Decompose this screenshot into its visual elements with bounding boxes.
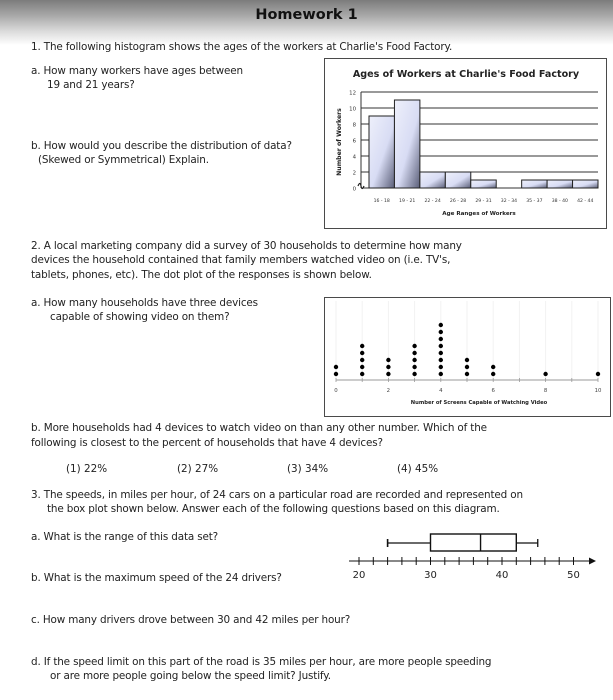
dot-plot-chart [324,297,611,417]
q1a-line2: 19 and 21 years? [47,79,135,92]
svg-text:4: 4 [439,388,443,394]
svg-text:2: 2 [352,170,356,177]
q3d-text [31,655,491,684]
q2-prompt [31,239,462,282]
q1a-line1: a. How many workers have ages between [31,65,243,77]
q3d-line2: or are more people going below the speed limit? Justify. [50,670,331,683]
svg-text:50: 50 [567,570,580,581]
page-title: Homework 1 [255,7,358,23]
svg-text:6: 6 [491,388,495,394]
svg-text:8: 8 [352,122,356,129]
q1-prompt: 1. The following histogram shows the ages of the workers at Charlie's Food Factory. [31,41,453,53]
svg-text:6: 6 [352,138,356,145]
choice-4[interactable]: (4) 45% [397,463,439,475]
svg-text:0: 0 [334,388,338,394]
q2b-line1: b. More households had 4 devices to watch video on than any other number. Which of the [31,422,487,434]
histogram-chart [324,58,607,229]
svg-text:Number of Screens Capable of W: Number of Screens Capable of Watching Video [410,400,548,406]
q3-prompt-line2: the box plot shown below. Answer each of the following questions based on this diagram. [47,503,500,516]
q2a-text [31,296,258,325]
svg-text:30: 30 [424,570,437,581]
dot-plot [325,298,609,415]
q2b-text [31,421,487,451]
q1a-text [31,64,243,93]
q1b-line1: b. How would you describe the distribution of data? [31,140,292,152]
svg-text:38 - 40: 38 - 40 [551,199,568,204]
svg-text:16 - 18: 16 - 18 [373,199,390,204]
svg-text:20: 20 [352,570,366,581]
q2a-line1: a. How many households have three devices [31,297,258,309]
svg-text:32 - 34: 32 - 34 [500,199,518,204]
q3b-text: b. What is the maximum speed of the 24 drivers? [31,572,282,584]
choice-1[interactable]: (1) 22% [66,463,108,475]
svg-text:Number of Workers: Number of Workers [336,108,343,176]
svg-text:8: 8 [543,388,548,394]
choice-2[interactable]: (2) 27% [177,463,219,475]
svg-text:22 - 24: 22 - 24 [424,199,441,204]
q2-prompt-line2: devices the household contained that family members watched video on (i.e. TV's, [31,254,451,267]
q1b-line2: (Skewed or Symmetrical) Explain. [38,154,209,167]
choice-3[interactable]: (3) 34% [287,463,329,475]
svg-text:40: 40 [495,570,509,581]
q3-prompt-line1: 3. The speeds, in miles per hour, of 24 cars on a particular road are recorded and represented on [31,489,523,501]
svg-text:0: 0 [352,186,356,193]
svg-text:29 - 31: 29 - 31 [475,199,492,204]
histogram-title: Ages of Workers at Charlie's Food Factory [352,69,580,80]
svg-text:Age Ranges of Workers: Age Ranges of Workers [442,211,516,217]
svg-text:35 - 37: 35 - 37 [526,199,543,204]
svg-text:42 - 44: 42 - 44 [577,199,594,204]
svg-text:10: 10 [349,106,356,113]
box-plot [345,525,610,590]
q2-prompt-line3: tablets, phones, etc). The dot plot of the responses is shown below. [31,268,372,281]
q3-prompt [31,488,523,517]
svg-text:26 - 28: 26 - 28 [449,199,467,204]
svg-text:12: 12 [349,90,356,97]
q3d-line1: d. If the speed limit on this part of the road is 35 miles per hour, are more people speeding [31,656,492,668]
q2b-line2: following is closest to the percent of households that have 4 devices? [31,437,383,450]
q1b-text [31,139,292,168]
svg-text:2: 2 [386,388,391,394]
svg-text:4: 4 [352,154,356,161]
q2-prompt-line1: 2. A local marketing company did a survey of 30 households to determine how many [31,240,462,252]
q3a-text: a. What is the range of this data set? [31,531,219,543]
svg-text:19 - 21: 19 - 21 [399,199,416,204]
q3c-text: c. How many drivers drove between 30 and 42 miles per hour? [31,614,351,626]
histogram-plot [325,59,605,227]
q2a-line2: capable of showing video on them? [50,311,230,324]
svg-text:10: 10 [594,388,602,394]
